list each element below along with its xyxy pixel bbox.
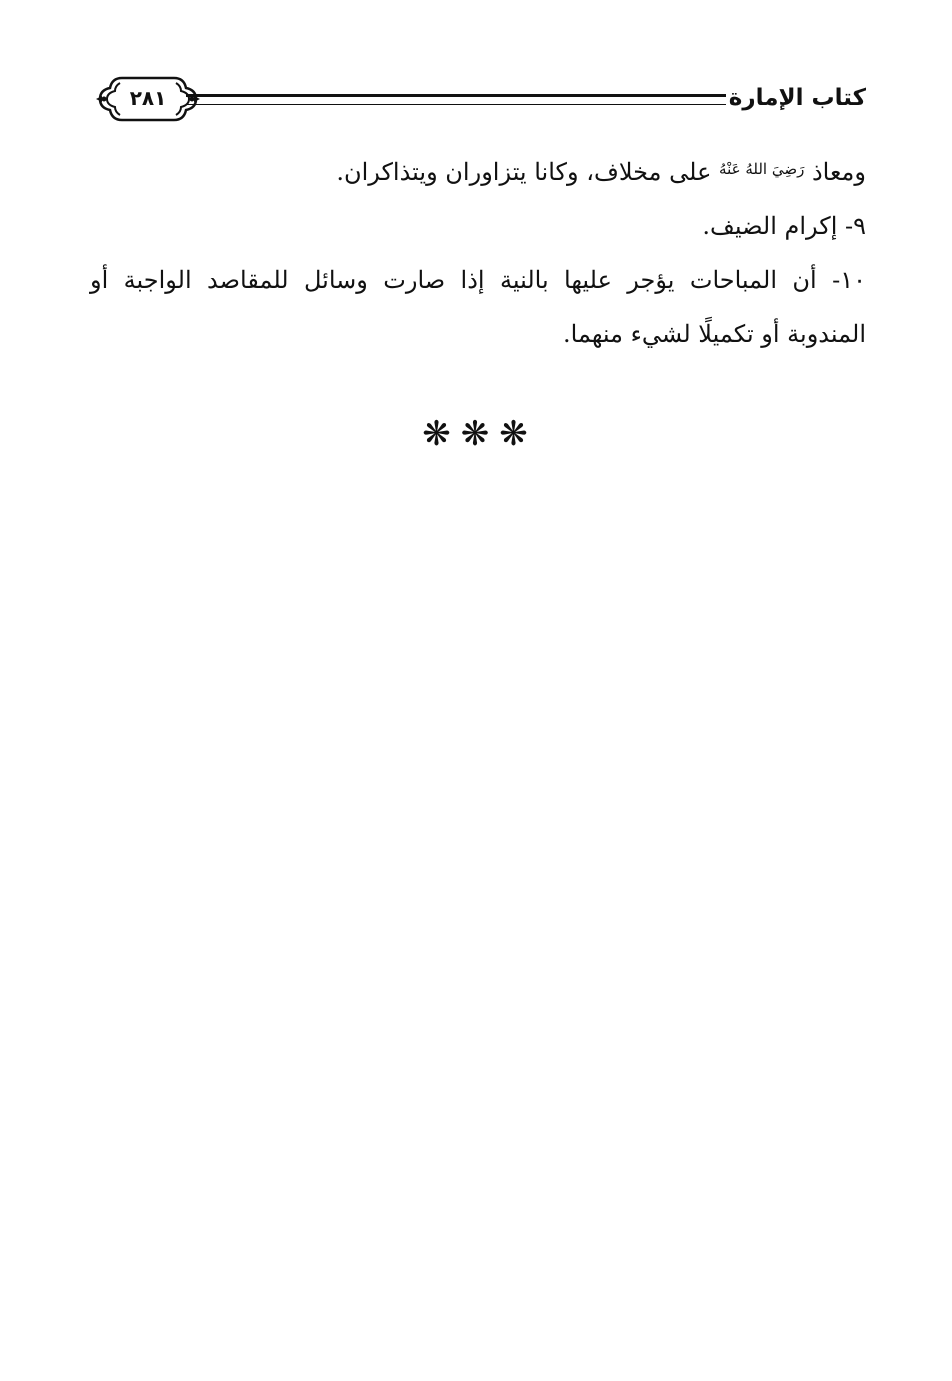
header-rule: [186, 94, 726, 105]
body-text: [90, 142, 866, 361]
paragraph-continuation: [90, 142, 866, 199]
list-item-10: ١٠- أن المباحات يؤجر عليها بالنية إذا صارت وسائل للمقاصد الواجبة أو المندوبة أو تكميلًا لشيء منهما.: [90, 266, 866, 348]
page-number-ornament: [96, 72, 200, 126]
page-number: ٢٨١: [129, 86, 167, 110]
paragraph-text: ومعاذ: [811, 158, 866, 186]
list-item-9: ٩- إكرام الضيف.: [702, 212, 866, 240]
chapter-title: كتاب الإمارة: [728, 85, 866, 111]
page-header: [96, 72, 866, 128]
section-separator-icon: ❋❋❋: [422, 414, 538, 454]
paragraph-text: على مخلاف، وكانا يتزاوران ويتذاكران.: [336, 158, 712, 186]
honorific-glyph: رَضِيَ اللهُ عَنْهُ: [719, 160, 805, 178]
